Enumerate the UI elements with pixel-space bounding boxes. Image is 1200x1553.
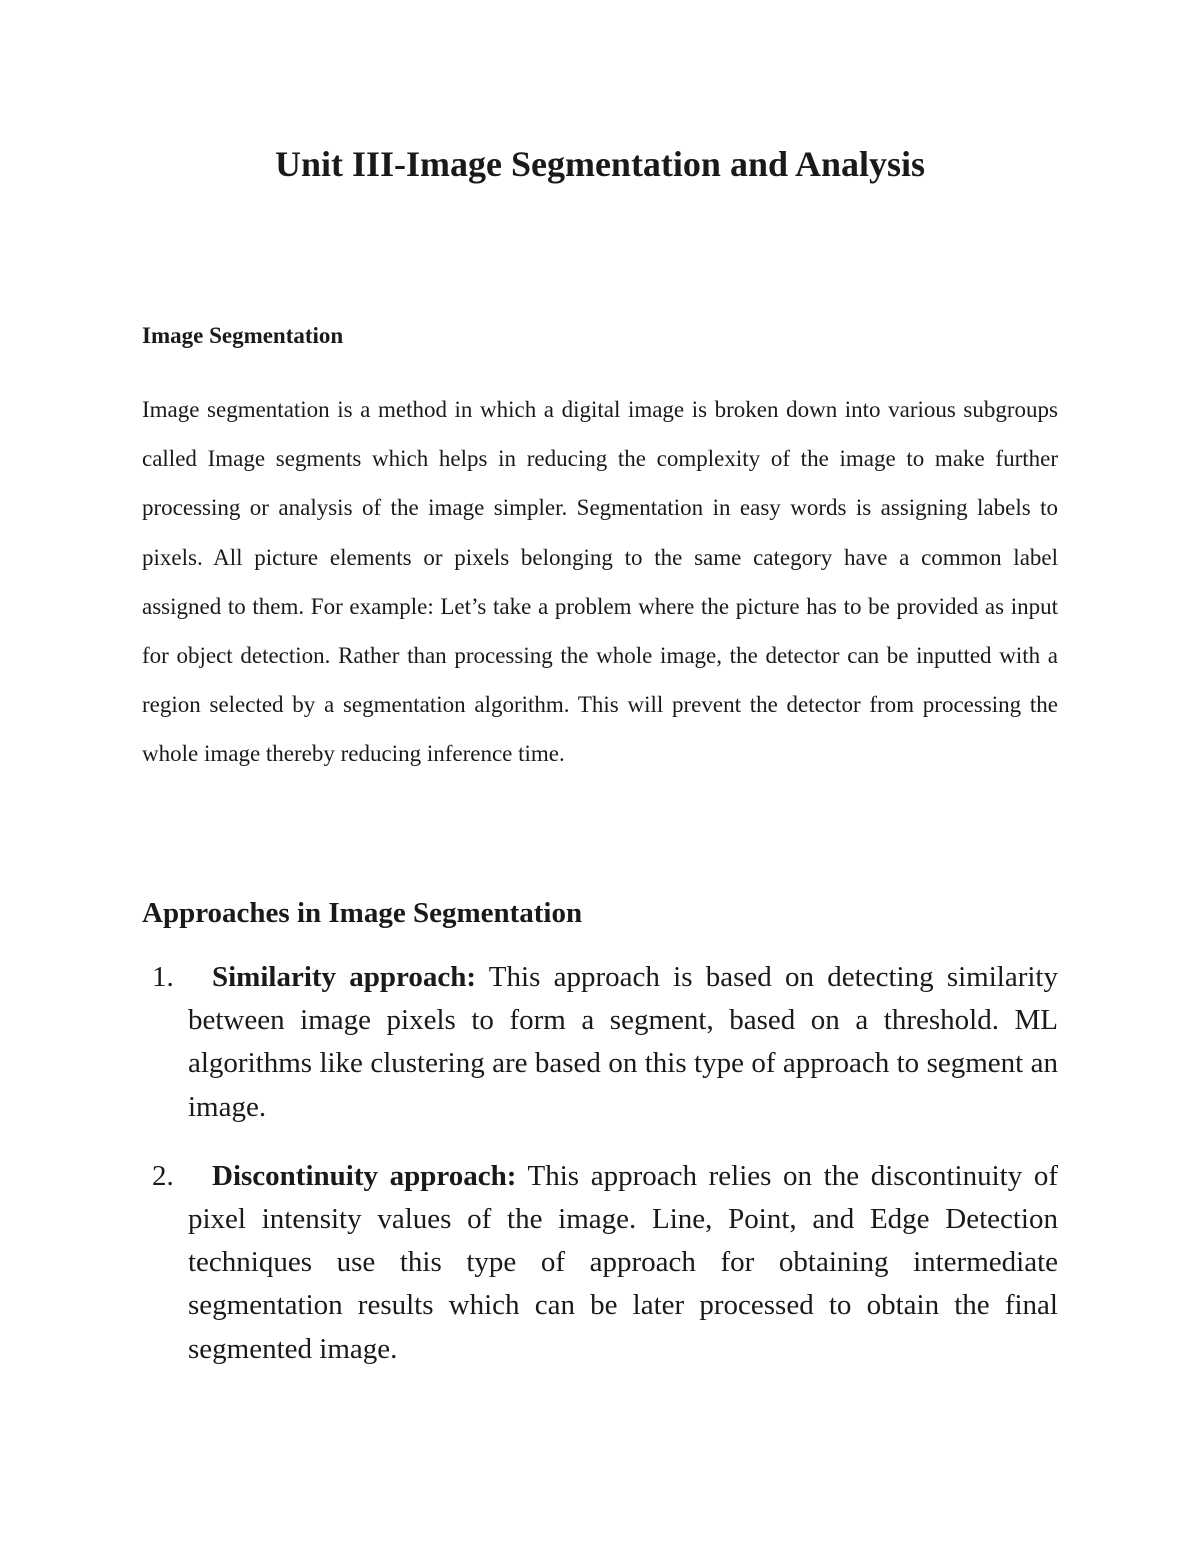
list-item-similarity [142, 956, 1058, 1129]
list-item-number: 2. [152, 1159, 174, 1192]
list-item-text: This approach relies on the discontinuity of pixel intensity values of the image. Line, Point, and Edge Detection techniques use this type of approach for obtaining intermediate segmentation results which can be later processed to obtain the final segmented image. [188, 1159, 1058, 1365]
list-item-term: Similarity approach: [212, 961, 477, 993]
approaches-heading: Approaches in Image Segmentation [142, 897, 583, 929]
intro-paragraph: Image segmentation is a method in which a digital image is broken down into various subgroups called Image segments which helps in reducing the complexity of the image to make further processing or analysis of the image simpler. Segmentation in easy words is assigning labels to pixels. All picture elements or pixels belonging to the same category have a common label assigned to them. For example: Let’s take a problem where the picture has to be provided as input for object detection. Rather than processing the whole image, the detector can be inputted with a region selected by a segmentation algorithm. This will prevent the detector from processing the whole image thereby reducing inference time. [142, 397, 1058, 767]
list-item-text: This approach is based on detecting similarity between image pixels to form a segment, based on a threshold. ML algorithms like clustering are based on this type of approach to segment an image. [188, 961, 1058, 1123]
approaches-list [142, 956, 1058, 1371]
list-item-term: Discontinuity approach: [212, 1159, 517, 1192]
document-title: Unit III-Image Segmentation and Analysis [274, 144, 926, 184]
section-heading-image-segmentation: Image Segmentation [142, 323, 344, 348]
list-item-number: 1. [152, 961, 174, 993]
list-item-discontinuity [142, 1155, 1058, 1371]
